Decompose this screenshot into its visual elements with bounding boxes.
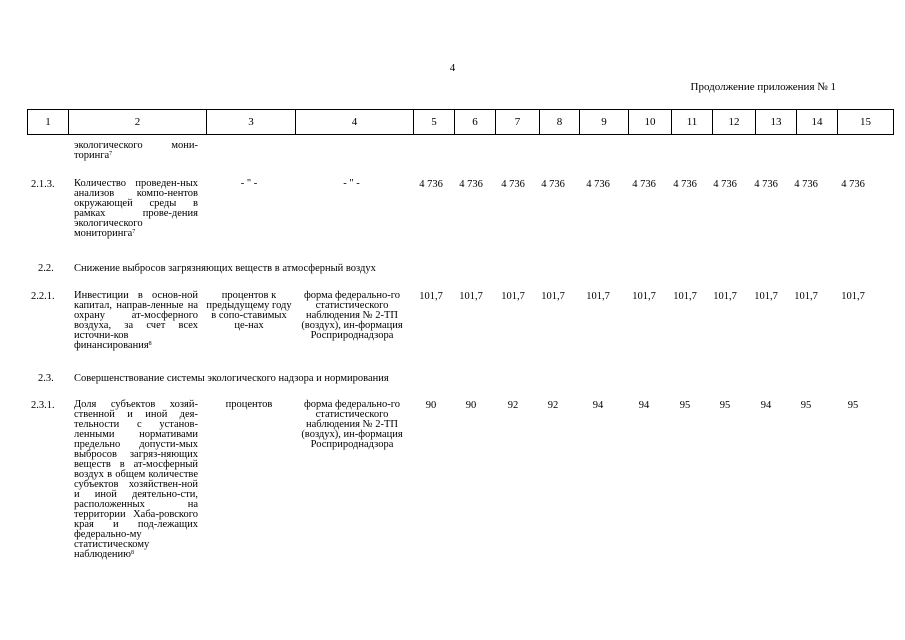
value-cell: 4 736: [419, 179, 443, 190]
indicator-text: Инвестиции в основ-ной капитал, направ-ленные на охрану ат-мосферного воздуха, за счет всех источни-ков финансирования$^8$: [74, 290, 198, 351]
row-code: 2.2.1.: [31, 291, 55, 302]
col-header: 7: [496, 110, 540, 135]
source-cell: форма федерально-го статистического наблюдения № 2-ТП (воздух), ин-формация Росприроднадзора: [301, 290, 403, 341]
value-cell: 101,7: [501, 291, 525, 302]
value-cell: 4 736: [632, 179, 656, 190]
col-header: 1: [28, 110, 69, 135]
indicator-text: Количество проведен-ных анализов компо-нентов окружающей среды в рамках прове-дения экологического мониторинга$^7$: [74, 178, 198, 239]
value-cell: 94: [592, 400, 604, 411]
value-cell: 4 736: [541, 179, 565, 190]
col-header: 10: [629, 110, 672, 135]
value-cell: 90: [465, 400, 477, 411]
value-cell: 90: [425, 400, 437, 411]
col-header: 11: [672, 110, 713, 135]
section-code: 2.3.: [38, 373, 54, 384]
row-code: 2.1.3.: [31, 179, 55, 190]
value-cell: 95: [847, 400, 859, 411]
value-cell: 101,7: [419, 291, 443, 302]
indicator-text: экологического мони-торинга$^7$: [74, 140, 198, 161]
col-header: 6: [455, 110, 496, 135]
value-cell: 4 736: [459, 179, 483, 190]
value-cell: 101,7: [459, 291, 483, 302]
section-title: Совершенствование системы экологического надзора и нормирования: [74, 373, 389, 384]
value-cell: 95: [800, 400, 812, 411]
unit-cell: - " -: [240, 178, 258, 189]
value-cell: 4 736: [841, 179, 865, 190]
footnote-mark: 8: [131, 550, 134, 556]
value-cell: 94: [760, 400, 772, 411]
footnote-mark: 7: [132, 229, 136, 235]
col-header: 13: [756, 110, 797, 135]
unit-cell: процентов к предыдущему году в сопо-ставимых це-нах: [206, 290, 292, 331]
value-cell: 101,7: [541, 291, 565, 302]
value-cell: 4 736: [754, 179, 778, 190]
value-cell: 4 736: [501, 179, 525, 190]
row-code: 2.3.1.: [31, 400, 55, 411]
unit-cell: процентов: [225, 399, 273, 410]
col-header: 14: [797, 110, 838, 135]
value-cell: 101,7: [841, 291, 865, 302]
col-header: 8: [540, 110, 580, 135]
value-cell: 94: [638, 400, 650, 411]
col-header: 4: [296, 110, 414, 135]
indicator-text: Доля субъектов хозяй-ственной и иной дея-тельности с установ-ленными нормативами предельно допусти-мых выбросов загряз-няющих веществ в ат-мосферный воздух в общем количестве субъектов хозяйствен-ной и иной деятельно-сти, расположенных на территории Хаба-ровского края и под-лежащих федерально-му статистическому наблюдению$^8$: [74, 399, 198, 560]
value-cell: 101,7: [754, 291, 778, 302]
value-cell: 4 736: [794, 179, 818, 190]
col-header: 3: [207, 110, 296, 135]
value-cell: 101,7: [586, 291, 610, 302]
value-cell: 4 736: [713, 179, 737, 190]
source-cell: форма федерально-го статистического наблюдения № 2-ТП (воздух), ин-формация Росприроднадзора: [301, 399, 403, 450]
col-header: 12: [713, 110, 756, 135]
col-header: 2: [69, 110, 207, 135]
value-cell: 101,7: [713, 291, 737, 302]
value-cell: 101,7: [794, 291, 818, 302]
continuation-label: Продолжение приложения № 1: [690, 81, 836, 93]
column-header-row: [27, 109, 894, 135]
value-cell: 92: [507, 400, 519, 411]
footnote-mark: 7: [109, 151, 113, 157]
value-cell: 95: [719, 400, 731, 411]
footnote-mark: 8: [148, 341, 152, 347]
page-number: 4: [449, 62, 456, 74]
col-header: 9: [580, 110, 629, 135]
value-cell: 4 736: [673, 179, 697, 190]
value-cell: 101,7: [673, 291, 697, 302]
value-cell: 95: [679, 400, 691, 411]
value-cell: 101,7: [632, 291, 656, 302]
col-header: 5: [414, 110, 455, 135]
section-title: Снижение выбросов загрязняющих веществ в атмосферный воздух: [74, 263, 376, 274]
col-header: 15: [838, 110, 894, 135]
section-code: 2.2.: [38, 263, 54, 274]
source-cell: - " -: [343, 178, 360, 189]
value-cell: 4 736: [586, 179, 610, 190]
value-cell: 92: [547, 400, 559, 411]
